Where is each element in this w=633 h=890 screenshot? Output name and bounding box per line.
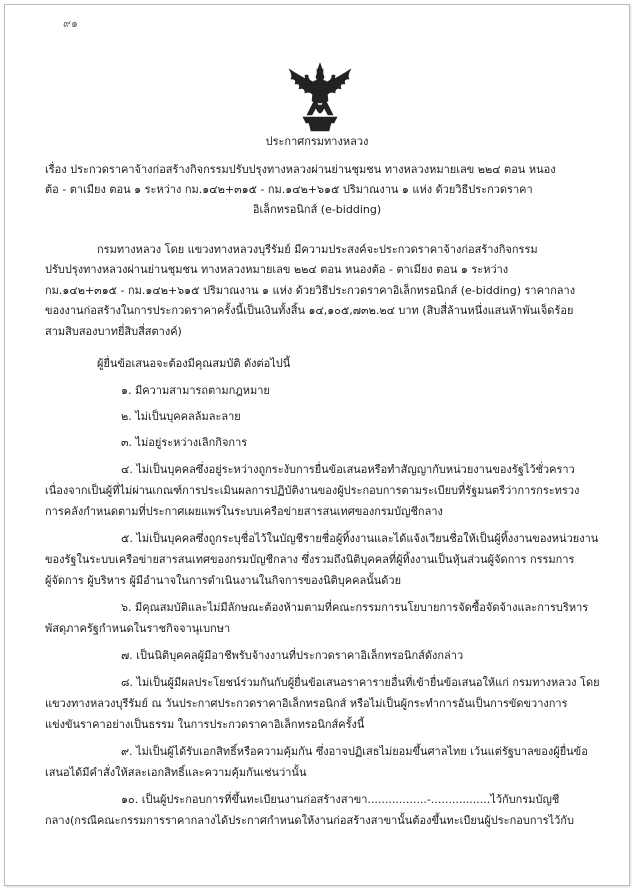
qualification-item: ๘. ไม่เป็นผู้มีผลประโยชน์ร่วมกันกับผู้ยื่นข้อเสนอราคารายอื่นที่เข้ายื่นข้อเสนอให้แก่ กรมทางหลวง โดย xyxy=(121,676,600,689)
qualification-item: ๒. ไม่เป็นบุคคลล้มละลาย xyxy=(121,410,241,423)
subject-line: อิเล็กทรอนิกส์ (e-bidding) xyxy=(252,203,382,216)
intro-paragraph-line: กรมทางหลวง โดย แขวงทางหลวงบุรีรัมย์ มีความประสงค์จะประกวดราคาจ้างก่อสร้างกิจกรรม xyxy=(97,243,538,256)
qualification-item: ๔. ไม่เป็นบุคคลซึ่งอยู่ระหว่างถูกระงับการยื่นข้อเสนอหรือทำสัญญากับหน่วยงานของรัฐไว้ชั่วคราว xyxy=(121,463,575,476)
garuda-emblem-icon xyxy=(285,61,355,133)
qualification-item: ๑๐. เป็นผู้ประกอบการที่ขึ้นทะเบียนงานก่อสร้างสาขา.................-.................ไว้กับกรมบัญชี xyxy=(121,793,560,806)
page-number: ๙๑ xyxy=(63,17,79,30)
qualification-item: ๕. ไม่เป็นบุคคลซึ่งถูกระบุชื่อไว้ในบัญชีรายชื่อผู้ทิ้งงานและได้แจ้งเวียนชื่อให้เป็นผู้ทิ้งงานของหน่วยงาน xyxy=(121,532,599,545)
qualification-item: เสนอได้มีคำสั่งให้สละเอกสิทธิ์และความคุ้มกันเช่นว่านั้น xyxy=(45,766,307,779)
qualification-item: เนื่องจากเป็นผู้ที่ไม่ผ่านเกณฑ์การประเมินผลการปฏิบัติงานของผู้ประกอบการตามระเบียบที่รัฐมนตรีว่าการกระทรวง xyxy=(45,484,580,497)
document-page xyxy=(4,4,630,886)
intro-paragraph-line: กม.๑๔๒+๓๑๕ - กม.๑๔๒+๖๑๕ ปริมาณงาน ๑ แห่ง ด้วยวิธีประกวดราคาอิเล็กทรอนิกส์ (e-bidding) ราคากลาง xyxy=(45,284,576,297)
qualification-item: ๖. มีคุณสมบัติและไม่มีลักษณะต้องห้ามตามที่คณะกรรมการนโยบายการจัดซื้อจัดจ้างและการบริหาร xyxy=(121,601,589,614)
qualification-item: ผู้จัดการ ผู้บริหาร ผู้มีอำนาจในการดำเนินงานในกิจการของนิติบุคคลนั้นด้วย xyxy=(45,574,402,587)
subject-line: ต้อ - ตาเมียง ตอน ๑ ระหว่าง กม.๑๔๒+๓๑๕ - กม.๑๔๒+๖๑๕ ปริมาณงาน ๑ แห่ง ด้วยวิธีประกวดราคา xyxy=(45,183,533,196)
qualification-item: ๓. ไม่อยู่ระหว่างเลิกกิจการ xyxy=(121,436,248,449)
intro-paragraph-line: สามสิบสองบาทยี่สิบสี่สตางค์) xyxy=(45,325,182,338)
qualification-item: การคลังกำหนดตามที่ประกาศเผยแพร่ในระบบเครือข่ายสารสนเทศของกรมบัญชีกลาง xyxy=(45,505,443,518)
qualification-item: ๑. มีความสามารถตามกฎหมาย xyxy=(121,384,270,397)
qualification-item: แข่งขันราคาอย่างเป็นธรรม ในการประกวดราคาอิเล็กทรอนิกส์ครั้งนี้ xyxy=(45,718,365,731)
qualification-item: ๙. ไม่เป็นผู้ได้รับเอกสิทธิ์หรือความคุ้มกัน ซึ่งอาจปฏิเสธไม่ยอมขึ้นศาลไทย เว้นแต่รัฐบาลของผู้ยื่นข้อ xyxy=(121,745,588,758)
intro-paragraph-line: ปรับปรุงทางหลวงผ่านย่านชุมชน ทางหลวงหมายเลข ๒๒๔ ตอน หนองต้อ - ตาเมียง ตอน ๑ ระหว่าง xyxy=(45,263,509,276)
intro-paragraph-line: ของงานก่อสร้างในการประกวดราคาครั้งนี้เป็นเงินทั้งสิ้น ๑๔,๑๐๕,๗๓๒.๒๔ บาท (สิบสี่ล้านหนึ่งแสนห้าพันเจ็ดร้อย xyxy=(45,304,574,317)
qualification-item: ๗. เป็นนิติบุคคลผู้มีอาชีพรับจ้างงานที่ประกวดราคาอิเล็กทรอนิกส์ดังกล่าว xyxy=(121,649,464,662)
qualification-item: พัสดุภาครัฐกำหนดในราชกิจจานุเบกษา xyxy=(45,622,231,635)
qualification-intro: ผู้ยื่นข้อเสนอจะต้องมีคุณสมบัติ ดังต่อไปนี้ xyxy=(97,357,291,370)
qualification-item: ของรัฐในระบบเครือข่ายสารสนเทศของกรมบัญชีกลาง ซึ่งรวมถึงนิติบุคคลที่ผู้ทิ้งงานเป็นหุ้นส่วนผู้จัดการ กรรมการ xyxy=(45,553,575,566)
qualification-item: แขวงทางหลวงบุรีรัมย์ ณ วันประกาศประกวดราคาอิเล็กทรอนิกส์ หรือไม่เป็นผู้กระทำการอันเป็นการขัดขวางการ xyxy=(45,697,568,710)
subject-line: เรื่อง ประกวดราคาจ้างก่อสร้างกิจกรรมปรับปรุงทางหลวงผ่านย่านชุมชน ทางหลวงหมายเลข ๒๒๔ ตอน หนอง xyxy=(45,163,556,176)
document-authority: ประกาศกรมทางหลวง xyxy=(265,135,369,148)
qualification-item: กลาง(กรณีคณะกรรมการราคากลางได้ประกาศกำหนดให้งานก่อสร้างสาขานั้นต้องขึ้นทะเบียนผู้ประกอบการไว้กับ xyxy=(45,814,574,827)
